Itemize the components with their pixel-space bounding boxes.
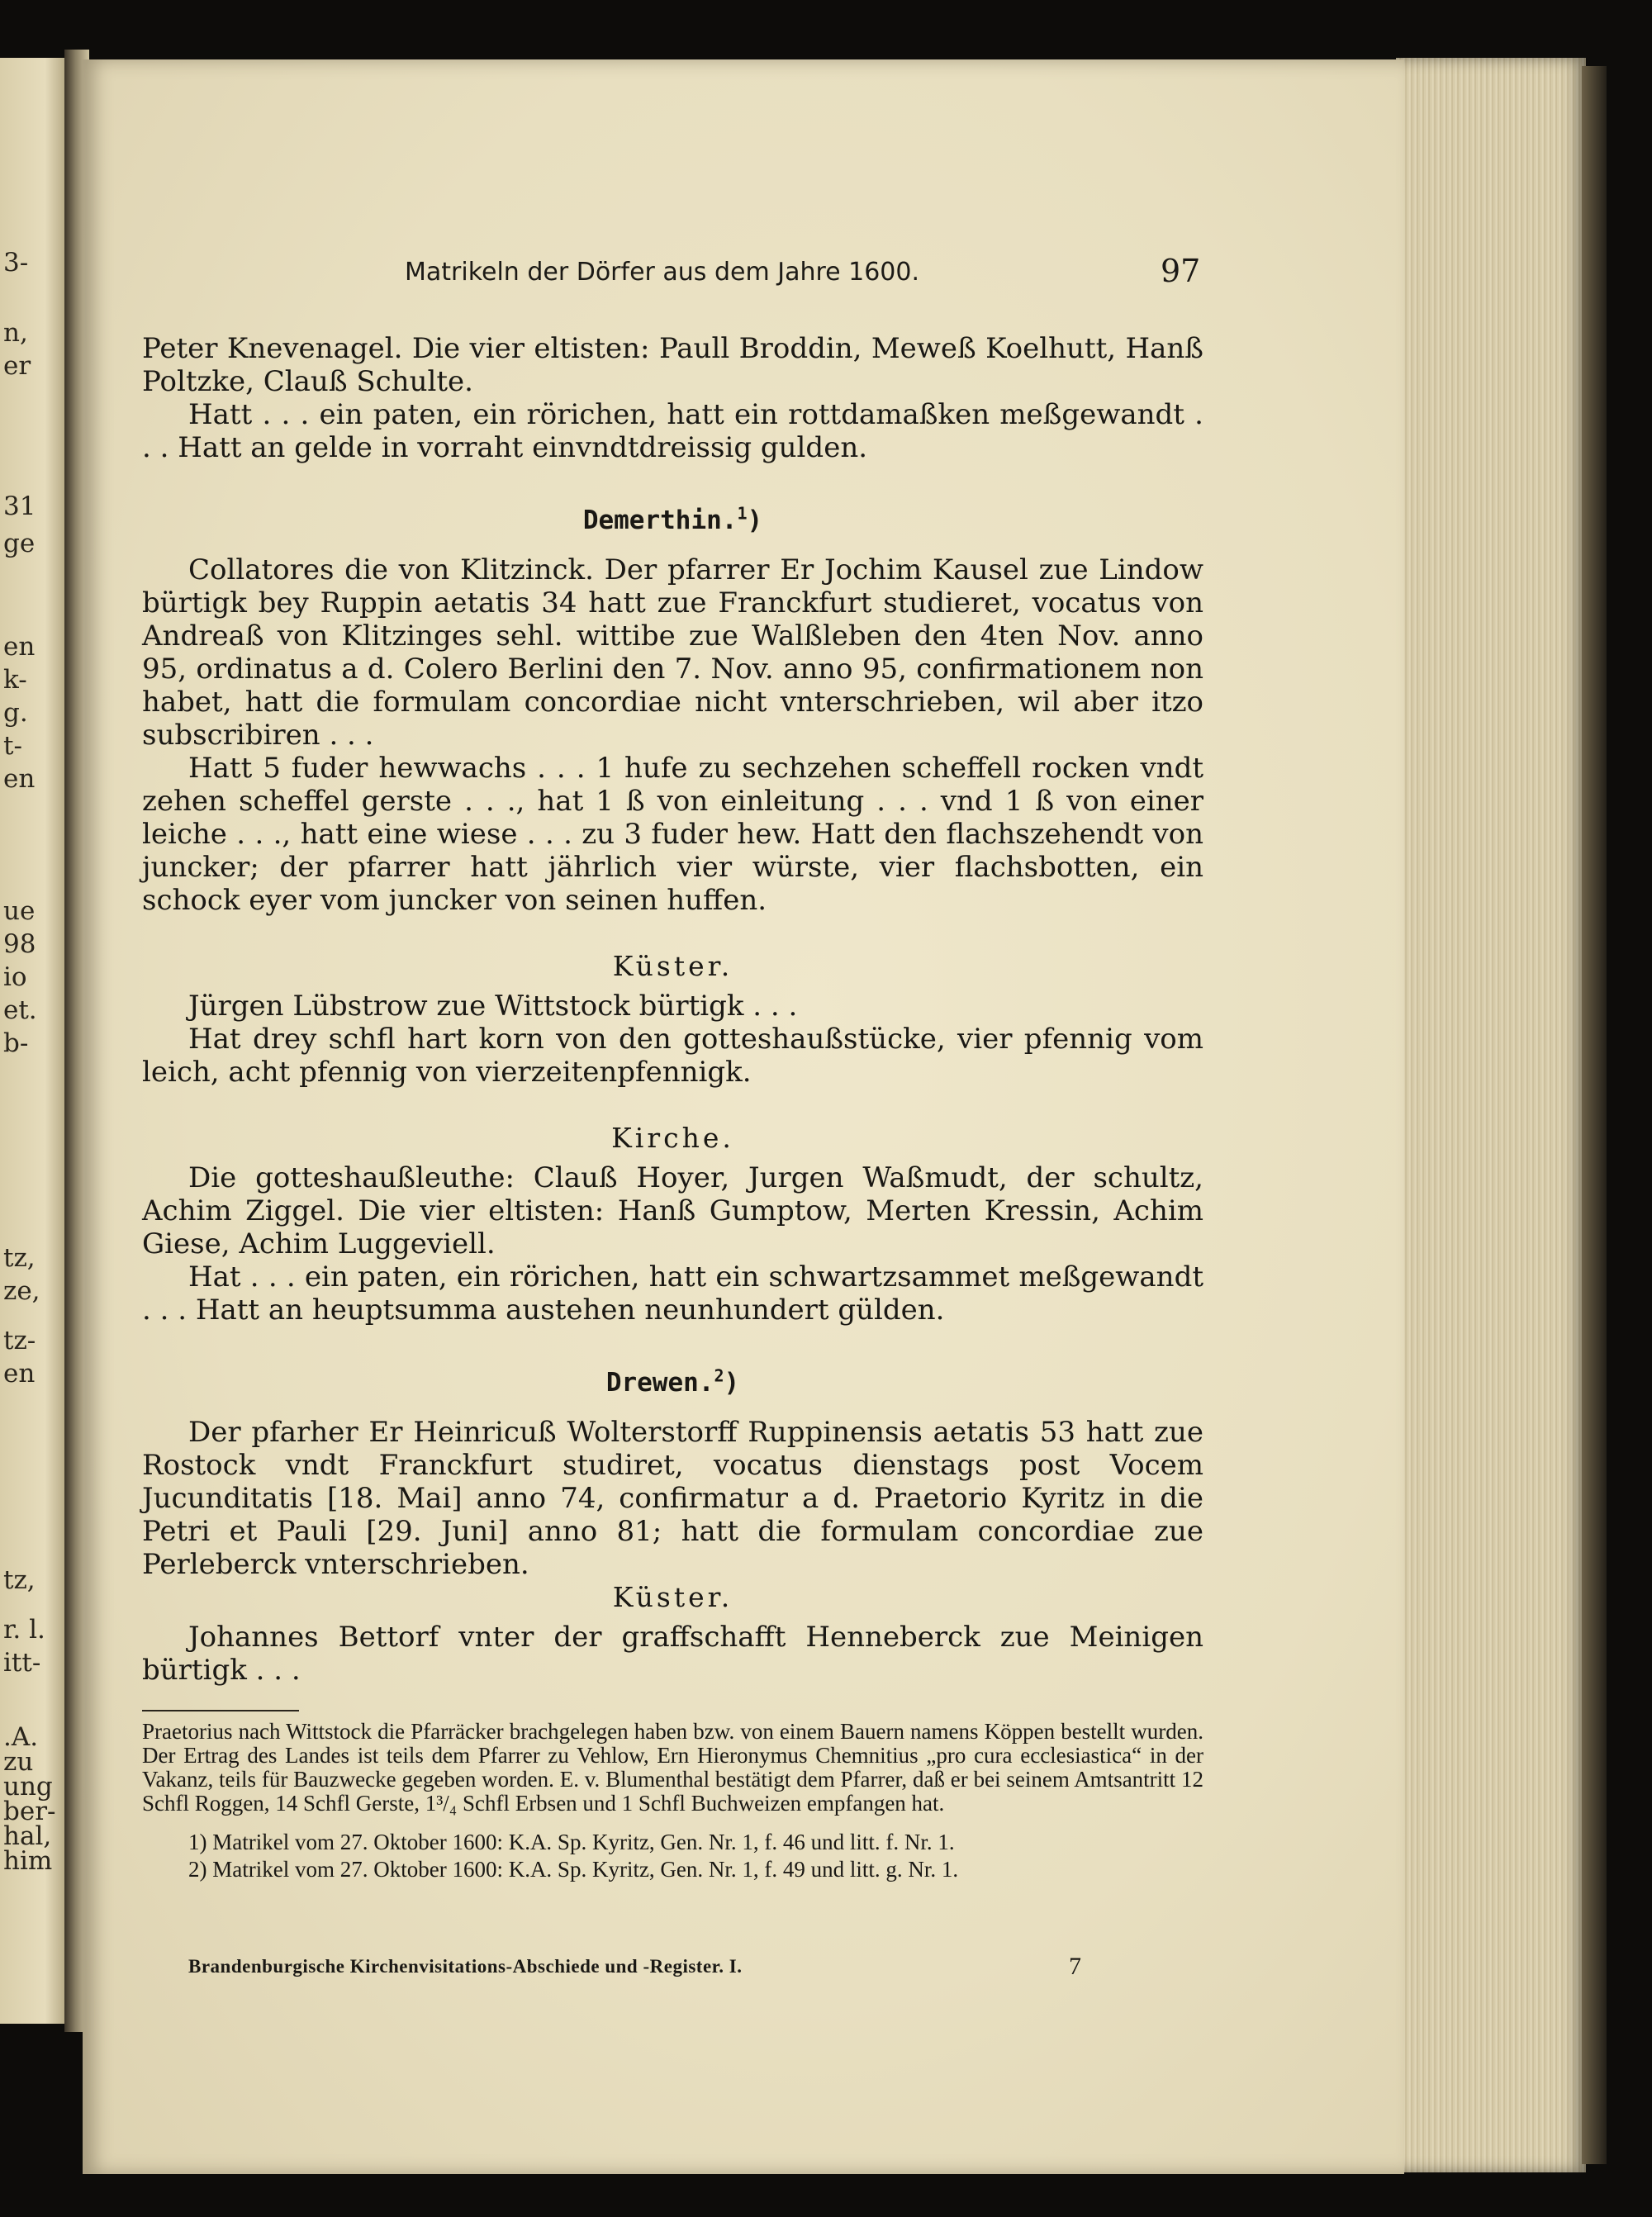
left-page-fragment: r. l. [3, 1615, 45, 1645]
footnotes [142, 1720, 1203, 1882]
footnote-2: 2) Matrikel vom 27. Oktober 1600: K.A. Sp. Kyritz, Gen. Nr. 1, f. 49 und litt. g. Nr. 1. [188, 1857, 959, 1882]
left-page-fragment: itt- [3, 1648, 41, 1678]
left-page-fragment: him [3, 1846, 53, 1876]
left-page-fragment: er [3, 351, 31, 381]
left-page-fragment: io [3, 962, 27, 992]
left-page-fragment: en [3, 1359, 36, 1389]
left-page-fragment: et. [3, 995, 37, 1025]
footnote-rule [142, 1710, 299, 1711]
sheet-number: 7 [1069, 1953, 1081, 1980]
heading-text: Demerthin. [582, 506, 738, 535]
paragraph: Jürgen Lübstrow zue Wittstock bürtigk . . . [188, 990, 798, 1023]
left-page-fragment: zu [3, 1747, 34, 1777]
section-heading-demerthin: Demerthin.$^1$) [582, 503, 763, 535]
section-heading-drewen: Drewen.$^2$) [605, 1365, 740, 1398]
left-page-fragment: tz, [3, 1565, 36, 1595]
subheading-kuester: Küster. [612, 950, 733, 982]
paragraph: Der pfarher Er Heinricuß Wolterstorff Ruppinensis aetatis 53 hatt zue Rostock vndt Franckfurt studiret, vocatus dienstags post Vocem Jucunditatis [18. Mai] anno 74, confirmatur a d. Praetorio Kyritz in die Petri et Pauli [29. Juni] anno 81; hatt die formulam concordiae zue Perleberck vnterschrieben. [142, 1416, 1203, 1581]
subheading-kirche: Kirche. [611, 1122, 734, 1154]
left-page-fragment: g. [3, 698, 28, 728]
left-page-fragment: 3- [3, 248, 29, 278]
running-title: Matrikeln der Dörfer aus dem Jahre 1600. [405, 258, 920, 287]
left-page-fragment: ze, [3, 1276, 40, 1306]
main-text [142, 332, 1203, 1687]
footnote-1: 1) Matrikel vom 27. Oktober 1600: K.A. Sp. Kyritz, Gen. Nr. 1, f. 46 und litt. f. Nr. 1. [188, 1830, 955, 1854]
book-cover-edge [1582, 66, 1607, 2164]
page-stack [1396, 58, 1586, 2172]
left-page-fragment: 98 [3, 929, 36, 959]
left-page-fragment: en [3, 764, 36, 794]
paragraph: Johannes Bettorf vnter der graffschafft Henneberck zue Meinigen bürtigk . . . [142, 1621, 1203, 1687]
left-page-fragment: ung [3, 1772, 53, 1802]
left-page-fragment: tz- [3, 1326, 36, 1355]
footnote-continuation: Praetorius nach Wittstock die Pfarräcker brachgelegen haben bzw. von einem Bauern namens Köppen bestellt wurden. Der Ertrag des Landes ist teils dem Pfarrer zu Vehlow, Ern Hieronymus Chemnitius „pro cura ecclesiastica“ in der Vakanz, teils für Bauzwecke gegeben worden. E. v. Blumenthal bestätigt dem Pfarrer, daß er bei seinem Amtsantritt 12 Schfl Roggen, 14 Schfl Gerste, 1³/₄ Schfl Erbsen und 1 Schfl Buchweizen empfangen hat. [142, 1719, 1203, 1816]
left-page-fragment: k- [3, 665, 27, 695]
left-page-fragment: b- [3, 1028, 29, 1058]
series-title: Brandenburgische Kirchenvisitations-Abschiede und -Register. I. [188, 1956, 743, 1977]
page-header [83, 253, 1404, 299]
left-page-fragment: ber- [3, 1797, 56, 1826]
signature-line [142, 1953, 1203, 1982]
left-page-fragment: hal, [3, 1821, 52, 1851]
paragraph: Collatores die von Klitzinck. Der pfarrer Er Jochim Kausel zue Lindow bürtigk bey Ruppin aetatis 34 hatt zue Franckfurt studieret, vocatus von Andreaß von Klitzinges sehl. wittibe zue Walßleben den 4ten Nov. anno 95, ordinatus a d. Colero Berlini den 7. Nov. anno 95, confirmationem non habet, hatt die formulam concordiae nicht vnterschrieben, wil aber itzo subscribiren . . . [142, 553, 1203, 752]
book-page [83, 59, 1404, 2174]
paragraph: Peter Knevenagel. Die vier eltisten: Paull Broddin, Meweß Koelhutt, Hanß Poltzke, Clauß Schulte. [142, 332, 1203, 398]
left-page-fragment: en [3, 632, 36, 662]
footnote-ref: 1 [737, 503, 748, 524]
paragraph: Hat drey schfl hart korn von den gotteshaußstücke, vier pfennig vom leich, acht pfennig von vierzeitenpfennigk. [142, 1023, 1203, 1089]
subheading-kuester: Küster. [612, 1581, 733, 1613]
paragraph: Hatt . . . ein paten, ein rörichen, hatt ein rottdamaßken meßgewandt . . . Hatt an gelde in vorraht einvndtdreissig gulden. [142, 398, 1203, 464]
left-page-fragment: 31 [3, 491, 36, 521]
left-page-fragment: ue [3, 896, 36, 926]
paragraph: Hatt 5 fuder hewwachs . . . 1 hufe zu sechzehen scheffell rocken vndt zehen scheffel gerste . . ., hat 1 ß von einleitung . . . vnd 1 ß von einer leiche . . ., hatt eine wiese . . . zu 3 fuder hew. Hatt den flachszehendt von juncker; der pfarrer hatt jährlich vier würste, vier flachsbotten, ein schock eyer vom juncker von seinen huffen. [142, 752, 1203, 917]
left-page-edge [0, 58, 64, 2024]
paragraph: Hat . . . ein paten, ein rörichen, hatt ein schwartzsammet meßgewandt . . . Hatt an heuptsumma austehen neunhundert gülden. [142, 1260, 1203, 1327]
left-page-fragment: .A. [3, 1722, 39, 1752]
left-page-fragment: n, [3, 318, 28, 348]
footnote-ref: 2 [714, 1365, 724, 1386]
heading-text: Drewen. [605, 1368, 714, 1398]
left-page-fragment: t- [3, 731, 22, 761]
left-page-fragment: ge [3, 529, 36, 558]
left-page-fragment: tz, [3, 1243, 36, 1273]
page-number: 97 [1161, 253, 1201, 289]
paragraph: Die gotteshaußleuthe: Clauß Hoyer, Jurgen Waßmudt, der schultz, Achim Ziggel. Die vier eltisten: Hanß Gumptow, Merten Kressin, Achim Giese, Achim Luggeviell. [142, 1161, 1203, 1260]
